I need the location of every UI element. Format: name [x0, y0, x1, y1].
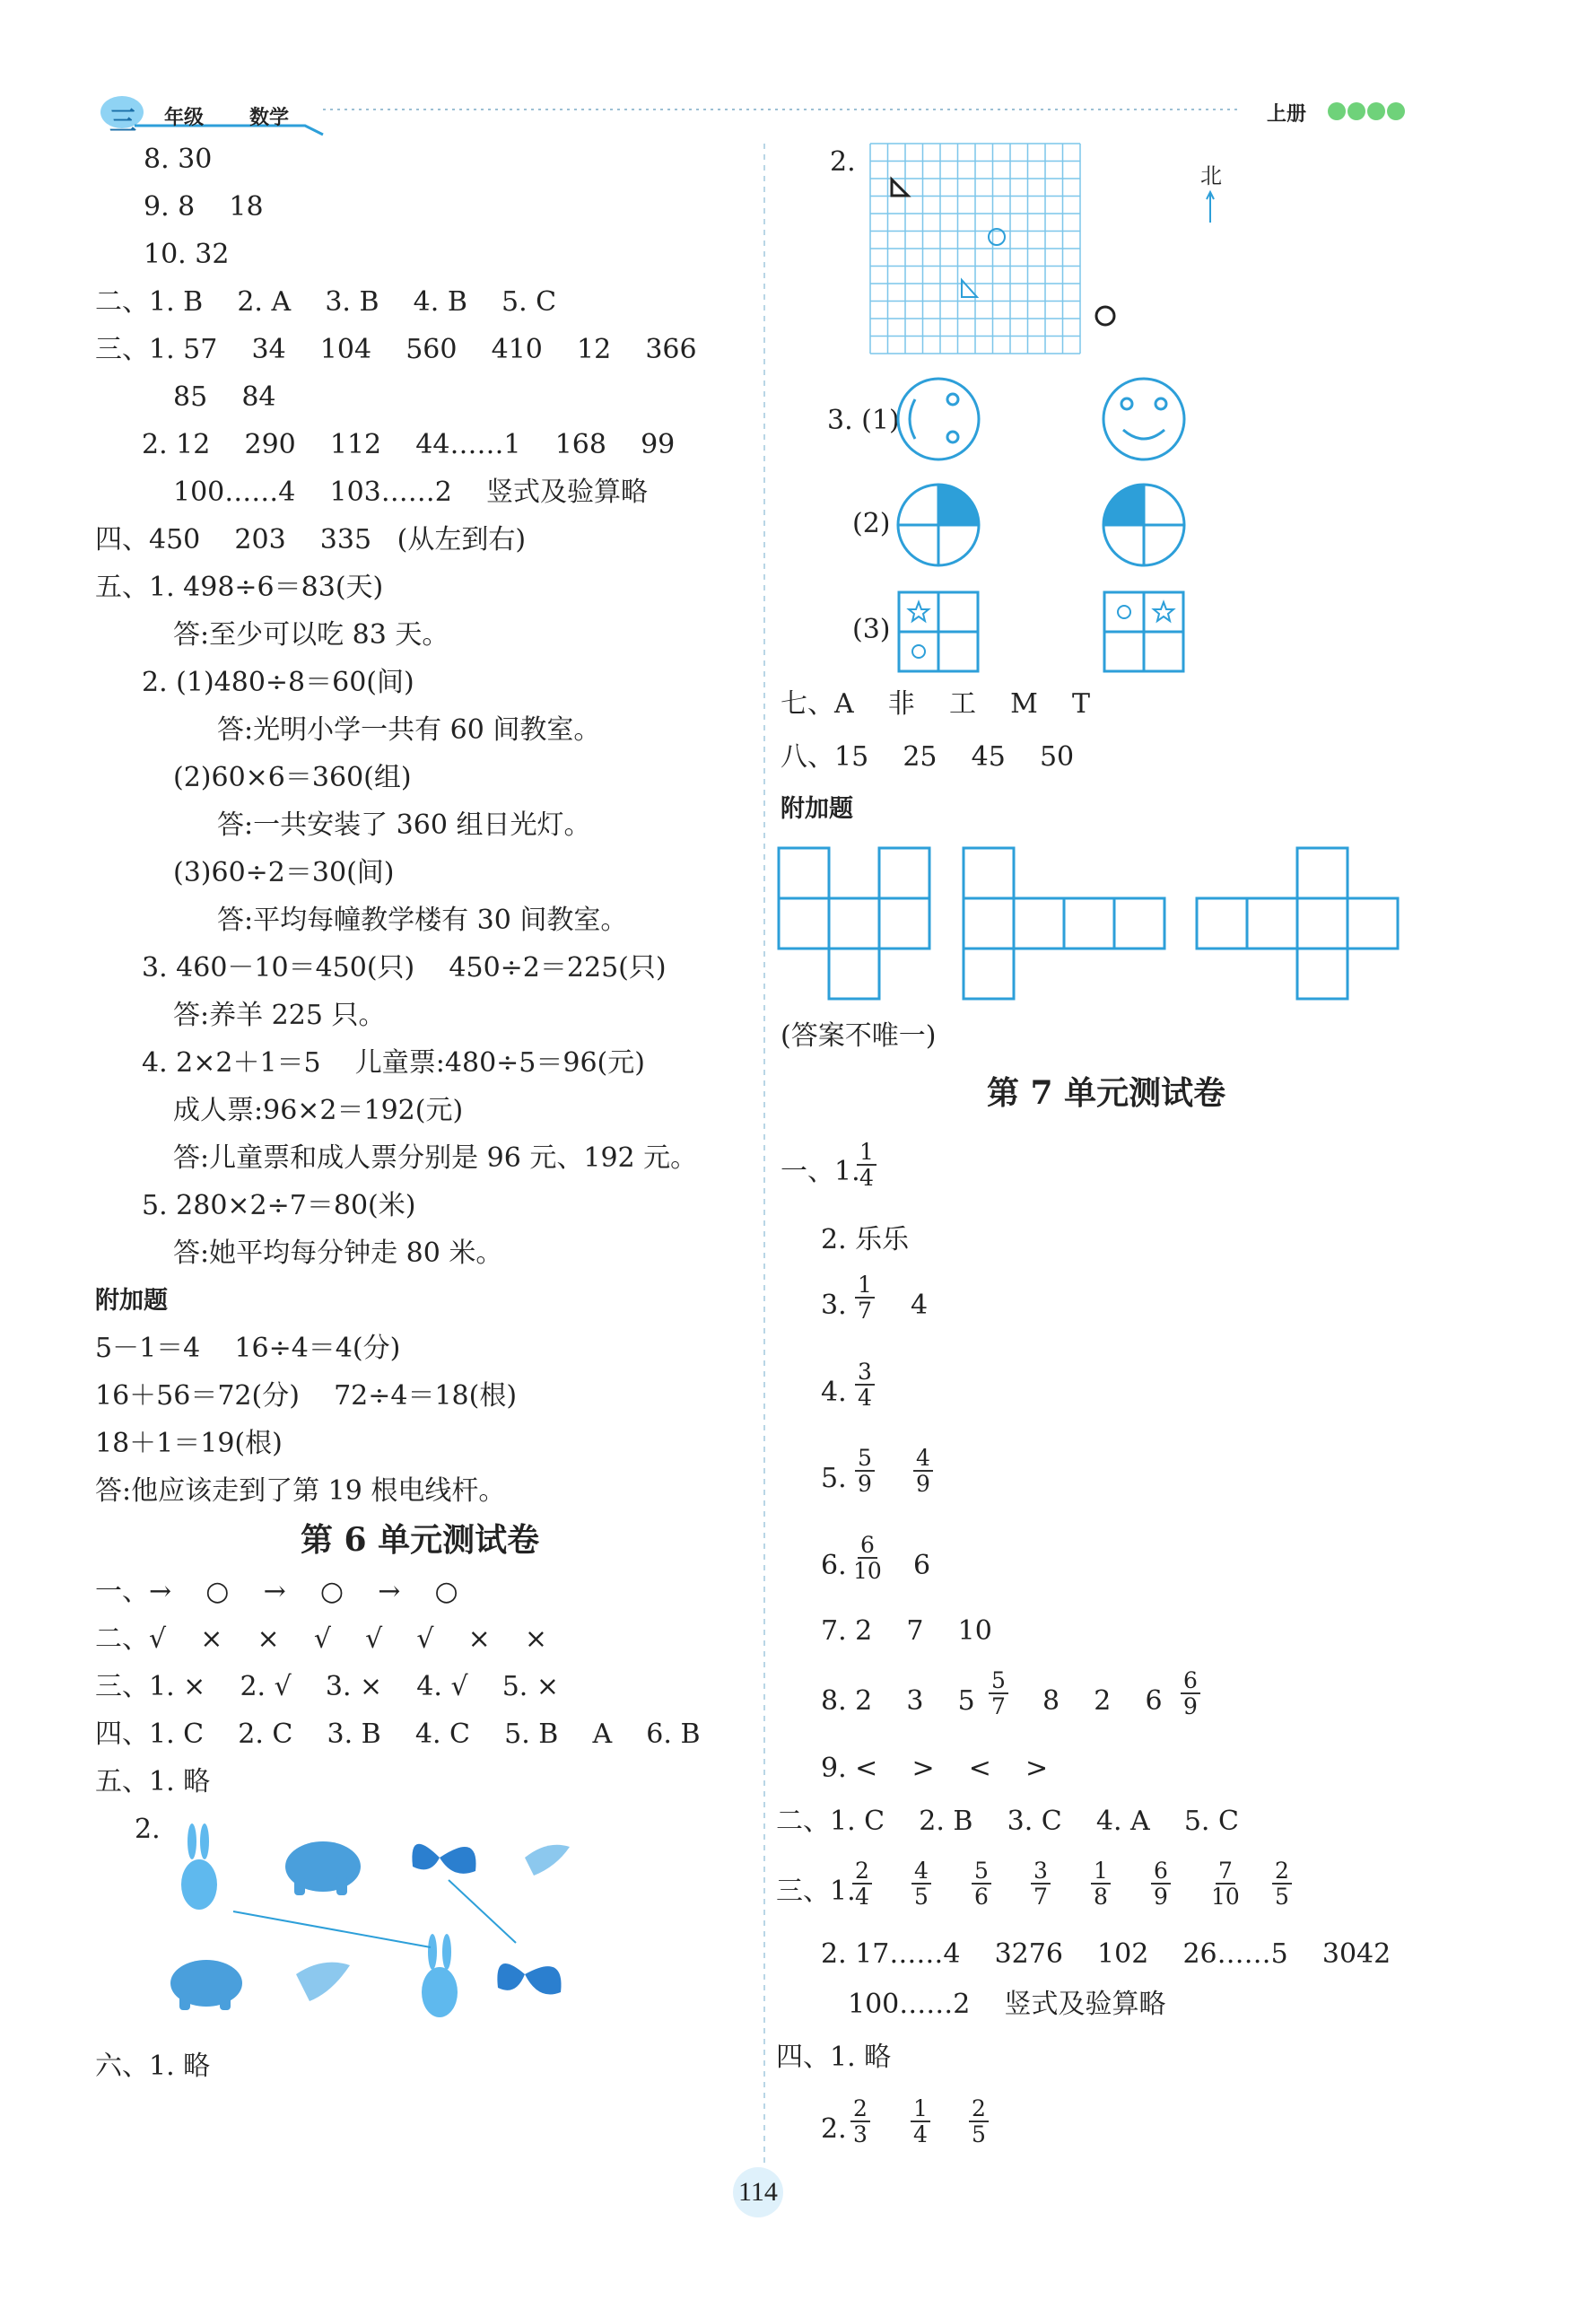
face-icon	[898, 379, 979, 459]
match-line	[449, 1880, 516, 1943]
elephant-icon	[170, 1960, 242, 2010]
fraction: $\frac{7}{10}$	[1211, 1858, 1240, 1910]
answer-line: 2.	[821, 2113, 847, 2145]
column-divider	[763, 144, 766, 2163]
bird-icon	[296, 1963, 350, 2001]
symmetry-figure	[888, 372, 1211, 678]
answer-line: 85 84	[173, 381, 276, 413]
answer-line: 二、√ × × √ √ √ × ×	[95, 1623, 548, 1655]
answer-line: (3)60÷2＝30(间)	[173, 857, 395, 888]
fraction: $\frac{5}{7}$	[989, 1668, 1008, 1718]
answer-line: 3. (1)	[827, 405, 900, 436]
answer-line: 答:他应该走到了第 19 根电线杆。	[95, 1475, 506, 1507]
section-heading: 附加题	[781, 795, 853, 823]
face-icon	[1103, 379, 1184, 459]
answer-line: 一、1.	[781, 1156, 860, 1187]
header-decoration	[0, 0, 1596, 144]
answer-line: (3)	[852, 614, 891, 645]
cube-net-shape	[964, 848, 1164, 999]
answer-line: 四、450 203 335 (从左到右)	[95, 524, 527, 555]
answer-line: 七、A 非 工 M T	[781, 688, 1090, 720]
fraction: $\frac{6}{9}$	[1181, 1668, 1200, 1718]
bird-icon	[525, 1845, 570, 1876]
answer-line: 100……2 竖式及验算略	[848, 1989, 1166, 2020]
answer-line: 一、→ ○ → ○ → ○	[95, 1576, 458, 1607]
answer-line: 2. (1)480÷8＝60(间)	[142, 667, 414, 698]
circle-shape	[1096, 307, 1114, 325]
answer-line: 三、1.	[776, 1876, 856, 1907]
answer-line: (2)60×6＝360(组)	[173, 762, 412, 793]
answer-line: 四、1. C 2. C 3. B 4. C 5. B A 6. B	[95, 1718, 701, 1750]
subject-label: 数学	[249, 107, 290, 129]
answer-value: 4	[911, 1290, 929, 1321]
answer-line: 五、1. 498÷6＝83(天)	[95, 572, 384, 603]
fraction: $\frac{4}{9}$	[913, 1446, 933, 1496]
butterfly-icon	[412, 1844, 475, 1874]
fraction: $\frac{3}{7}$	[1031, 1858, 1051, 1909]
answer-line: 5.	[821, 1463, 847, 1494]
answer-line: 8. 30	[144, 144, 213, 175]
fraction: $\frac{3}{4}$	[855, 1360, 875, 1410]
answer-line: 5. 280×2÷7＝80(米)	[142, 1190, 416, 1221]
answer-line: 2. 17……4 3276 102 26……5 3042	[821, 1938, 1391, 1970]
pie-quarter-icon	[898, 485, 979, 565]
answer-line: 10. 32	[144, 239, 230, 270]
answer-line: 6.	[821, 1550, 847, 1581]
answer-line: 六、1. 略	[95, 2051, 211, 2082]
answer-line: 答:她平均每分钟走 80 米。	[173, 1237, 503, 1269]
answer-line: 答:至少可以吃 83 天。	[173, 619, 449, 651]
answer-line: 答:养羊 225 只。	[173, 1000, 386, 1031]
answer-line: 5－1＝4 16÷4＝4(分)	[95, 1333, 401, 1364]
answer-line: 4.	[821, 1377, 847, 1408]
answer-line: 二、1. C 2. B 3. C 4. A 5. C	[776, 1806, 1239, 1837]
answer-line: 8. 2 3 5	[821, 1685, 975, 1717]
answer-line: 答:一共安装了 360 组日光灯。	[217, 809, 591, 841]
cube-net-shape	[779, 848, 929, 999]
elephant-icon	[285, 1841, 361, 1895]
answer-line: 答:光明小学一共有 60 间教室。	[217, 714, 601, 746]
grade-char: 三	[109, 106, 136, 137]
grade-label: 年级	[164, 107, 205, 129]
answer-line: (2)	[852, 508, 891, 539]
pie-quarter-icon	[1103, 485, 1184, 565]
answer-line: 四、1. 略	[776, 2042, 892, 2073]
square-grid-icon	[899, 592, 978, 671]
answer-line: 答:平均每幢教学楼有 30 间教室。	[217, 905, 628, 936]
fraction: $\frac{5}{9}$	[855, 1446, 875, 1496]
answer-line: 3. 460－10＝450(只) 450÷2＝225(只)	[142, 952, 667, 984]
answer-line: 2. 12 290 112 44……1 168 99	[142, 429, 676, 460]
answer-line: 八、15 25 45 50	[781, 741, 1075, 773]
answer-value: 6	[913, 1550, 931, 1581]
fraction: $\frac{1}{7}$	[855, 1272, 875, 1323]
answer-line: 3.	[821, 1290, 847, 1321]
answer-line: 7. 2 7 10	[821, 1615, 992, 1647]
answer-line: 三、1. × 2. √ 3. × 4. √ 5. ×	[95, 1671, 560, 1702]
cube-net-figure	[779, 848, 1407, 1005]
answer-line: 成人票:96×2＝192(元)	[173, 1095, 464, 1126]
answer-line: 8 2 6	[1042, 1685, 1163, 1717]
volume-label: 上册	[1267, 103, 1307, 126]
section-heading: 附加题	[95, 1287, 168, 1315]
unit6-title: 第 6 单元测试卷	[301, 1521, 540, 1559]
match-line	[233, 1911, 431, 1947]
fraction: $\frac{5}{6}$	[972, 1858, 991, 1909]
answer-line: 18＋1＝19(根)	[95, 1428, 283, 1459]
answer-line: 100……4 103……2 竖式及验算略	[173, 477, 648, 508]
fraction: $\frac{2}{5}$	[969, 2096, 989, 2147]
unit7-title: 第 7 单元测试卷	[987, 1074, 1226, 1112]
fraction: $\frac{2}{3}$	[850, 2096, 870, 2147]
answer-line: (答案不唯一)	[781, 1020, 937, 1052]
answer-line: 2.	[830, 146, 856, 178]
fraction: $\frac{4}{5}$	[911, 1858, 931, 1909]
animal-matching-figure	[170, 1822, 601, 2028]
north-label: 北	[1200, 163, 1222, 188]
answer-line: 2. 乐乐	[821, 1224, 910, 1255]
square-grid-icon	[1104, 592, 1183, 671]
fraction: $\frac{6}{9}$	[1151, 1858, 1171, 1909]
grid-figure	[852, 144, 1229, 359]
rabbit-icon	[181, 1823, 217, 1910]
fraction: $\frac{1}{4}$	[911, 2096, 930, 2147]
answer-line: 16＋56＝72(分) 72÷4＝18(根)	[95, 1380, 518, 1412]
answer-line: 二、1. B 2. A 3. B 4. B 5. C	[95, 286, 557, 318]
answer-line: 五、1. 略	[95, 1766, 211, 1797]
answer-line: 2.	[135, 1814, 161, 1845]
fraction: $\frac{2}{5}$	[1272, 1858, 1292, 1909]
answer-line: 4. 2×2＋1＝5 儿童票:480÷5＝96(元)	[142, 1047, 645, 1079]
cube-net-shape	[1197, 848, 1398, 999]
answer-line: 答:儿童票和成人票分别是 96 元、192 元。	[173, 1142, 698, 1174]
fraction: $\frac{2}{4}$	[852, 1858, 872, 1909]
answer-line: 三、1. 57 34 104 560 410 12 366	[95, 334, 697, 365]
answer-line: 9. < > < >	[821, 1753, 1049, 1784]
page-number: 114	[733, 2167, 783, 2217]
fraction: $\frac{1}{8}$	[1091, 1858, 1111, 1909]
fraction: $\frac{1}{4}$	[857, 1140, 876, 1190]
butterfly-icon	[497, 1963, 561, 1995]
fraction: $\frac{6}{10}$	[853, 1532, 882, 1584]
answer-line: 9. 8 18	[144, 191, 264, 223]
